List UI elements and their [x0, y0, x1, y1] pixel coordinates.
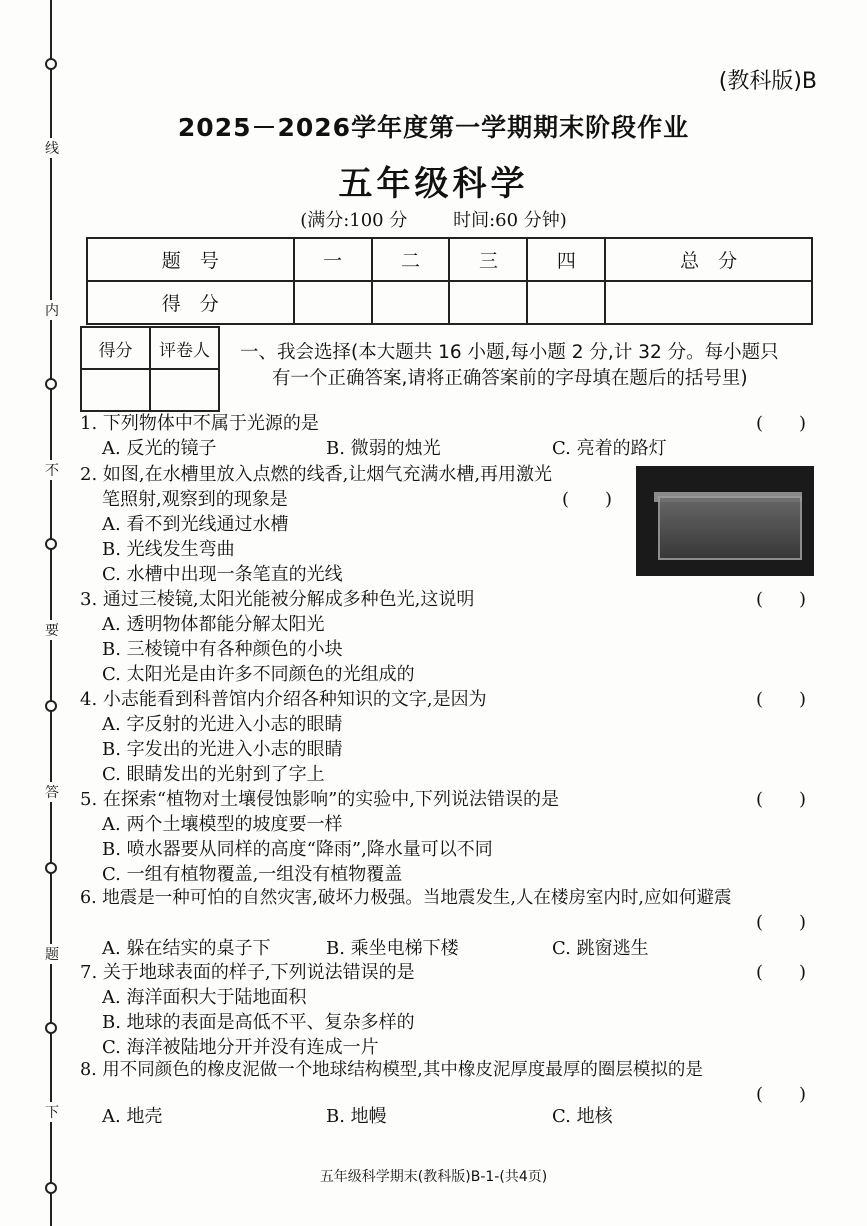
binding-hole — [45, 700, 57, 712]
question-stem: 4. 小志能看到科普馆内介绍各种知识的文字,是因为 — [80, 689, 487, 710]
question-stem-cont: 笔照射,观察到的现象是 — [102, 489, 288, 510]
option: C. 地核 — [552, 1106, 613, 1127]
answer-paren[interactable]: ( ) — [756, 689, 807, 710]
binding-hole — [45, 538, 57, 550]
option: B. 地球的表面是高低不平、复杂多样的 — [102, 1012, 415, 1033]
option: C. 水槽中出现一条笔直的光线 — [102, 564, 343, 585]
question-stem: 6. 地震是一种可怕的自然灾害,破坏力极强。当地震发生,人在楼房室内时,应如何避震 — [80, 888, 732, 908]
question-stem: 5. 在探索“植物对土壤侵蚀影响”的实验中,下列说法错误的是 — [80, 789, 560, 810]
option: B. 微弱的烛光 — [326, 438, 441, 459]
score-input-cell[interactable] — [449, 281, 527, 324]
score-row-label: 得 分 — [87, 281, 294, 324]
option: B. 光线发生弯曲 — [102, 539, 235, 560]
grader-name-cell[interactable] — [150, 369, 219, 411]
option: A. 两个土壤模型的坡度要一样 — [102, 814, 343, 835]
answer-paren[interactable]: ( ) — [756, 789, 807, 810]
answer-paren[interactable]: ( ) — [756, 1084, 807, 1105]
section-instructions — [240, 340, 820, 392]
answer-paren[interactable]: ( ) — [756, 962, 807, 983]
exam-title: 2025－2026学年度第一学期期末阶段作业 — [177, 113, 690, 142]
question-stem: 2. 如图,在水槽里放入点燃的线香,让烟气充满水槽,再用激光 — [80, 464, 553, 485]
answer-paren[interactable]: ( ) — [756, 413, 807, 434]
page-footer: 五年级科学期末(教科版)B-1-(共4页) — [319, 1169, 548, 1185]
option: B. 字发出的光进入小志的眼睛 — [102, 739, 343, 760]
margin-char: 下 — [44, 1102, 60, 1122]
binding-hole — [45, 1022, 57, 1034]
answer-paren[interactable]: ( ) — [756, 912, 807, 933]
option: B. 乘坐电梯下楼 — [326, 938, 459, 959]
edition-label: (教科版)B — [718, 69, 817, 94]
question-stem: 3. 通过三棱镜,太阳光能被分解成多种色光,这说明 — [80, 589, 475, 610]
score-header-cell: 一 — [294, 238, 372, 281]
option: B. 喷水器要从同样的高度“降雨”,降水量可以不同 — [102, 839, 493, 860]
margin-char: 要 — [44, 620, 60, 640]
grader-name-label: 评卷人 — [150, 327, 219, 369]
question-stem: 7. 关于地球表面的样子,下列说法错误的是 — [80, 962, 415, 983]
exam-meta — [0, 206, 867, 232]
option: C. 跳窗逃生 — [552, 938, 649, 959]
score-input-cell[interactable] — [294, 281, 372, 324]
margin-char: 内 — [44, 300, 60, 320]
section-line-1: 一、我会选择(本大题共 16 小题,每小题 2 分,计 32 分。每小题只 — [240, 342, 779, 363]
option: A. 海洋面积大于陆地面积 — [102, 987, 307, 1008]
option: A. 看不到光线通过水槽 — [102, 514, 289, 535]
margin-char: 不 — [44, 460, 60, 480]
option: C. 眼睛发出的光射到了字上 — [102, 764, 325, 785]
grader-score-label: 得分 — [81, 327, 150, 369]
water-tank — [658, 496, 802, 560]
option: C. 太阳光是由许多不同颜色的光组成的 — [102, 664, 415, 685]
score-header-cell: 题 号 — [87, 238, 294, 281]
question-stem: 8. 用不同颜色的橡皮泥做一个地球结构模型,其中橡皮泥厚度最厚的圈层模拟的是 — [80, 1060, 703, 1080]
option: C. 亮着的路灯 — [552, 438, 667, 459]
option: A. 地壳 — [102, 1106, 163, 1127]
subject-title: 五年级科学 — [338, 164, 529, 204]
full-score: (满分:100 分 — [300, 210, 408, 231]
option: A. 反光的镜子 — [102, 438, 217, 459]
answer-paren[interactable]: ( ) — [756, 589, 807, 610]
option: B. 三棱镜中有各种颜色的小块 — [102, 639, 343, 660]
option: C. 海洋被陆地分开并没有连成一片 — [102, 1037, 379, 1058]
option: A. 透明物体都能分解太阳光 — [102, 614, 325, 635]
margin-char: 线 — [44, 138, 60, 158]
option: A. 躲在结实的桌子下 — [102, 938, 271, 959]
binding-hole — [45, 862, 57, 874]
score-input-cell[interactable] — [605, 281, 812, 324]
margin-char: 答 — [44, 782, 60, 802]
experiment-photo — [636, 466, 814, 576]
score-header-cell: 总 分 — [605, 238, 812, 281]
grader-score-cell[interactable] — [81, 369, 150, 411]
option: B. 地幔 — [326, 1106, 387, 1127]
grader-table — [80, 326, 220, 412]
score-header-cell: 三 — [449, 238, 527, 281]
binding-hole — [45, 58, 57, 70]
score-input-cell[interactable] — [372, 281, 450, 324]
binding-hole — [45, 378, 57, 390]
option: C. 一组有植物覆盖,一组没有植物覆盖 — [102, 864, 403, 885]
margin-char: 题 — [44, 944, 60, 964]
time-limit: 时间:60 分钟) — [453, 210, 567, 231]
score-header-cell: 二 — [372, 238, 450, 281]
section-line-2: 有一个正确答案,请将正确答案前的字母填在题后的括号里) — [272, 368, 748, 389]
score-input-cell[interactable] — [527, 281, 605, 324]
option: A. 字反射的光进入小志的眼睛 — [102, 714, 343, 735]
question-stem: 1. 下列物体中不属于光源的是 — [80, 413, 319, 434]
answer-paren[interactable]: ( ) — [562, 489, 613, 510]
score-table — [86, 237, 813, 325]
score-header-cell: 四 — [527, 238, 605, 281]
